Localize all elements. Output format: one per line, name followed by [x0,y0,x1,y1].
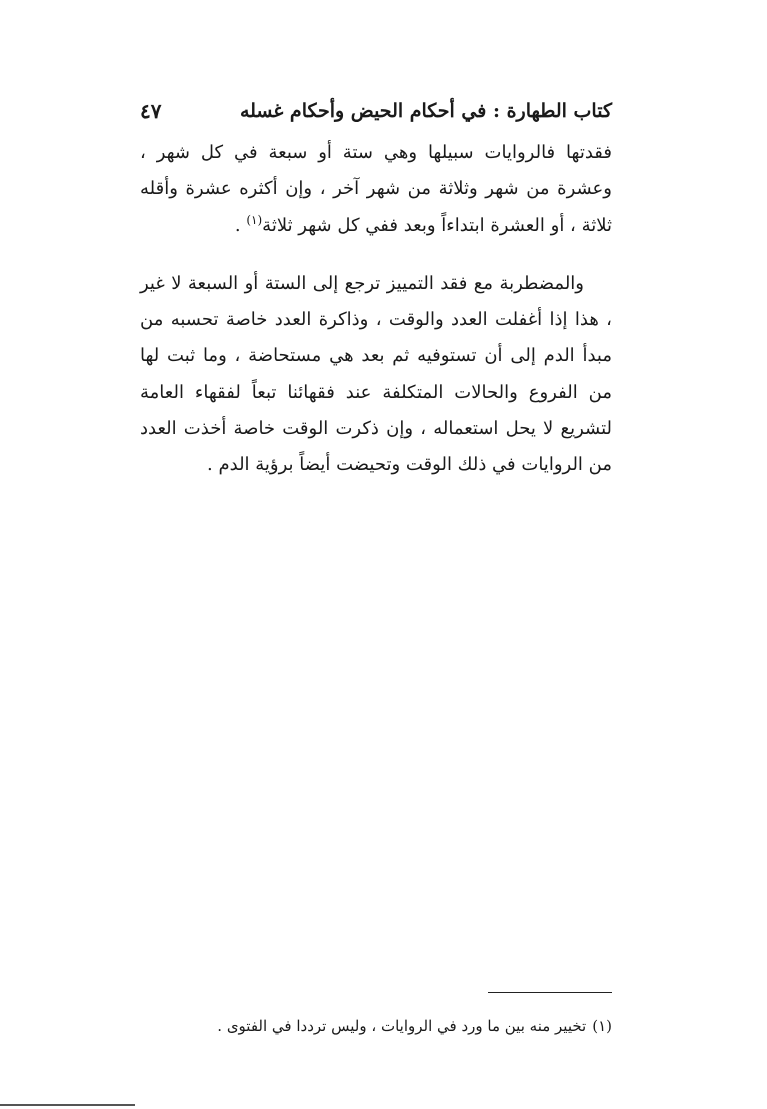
page-number: ٤٧ [140,99,162,123]
footnote [140,1012,612,1040]
paragraph-2: والمضطربة مع فقد التمييز ترجع إلى الستة أو السبعة لا غير ، هذا إذا أغفلت العدد والوقت ، وذاكرة العدد خاصة تحسبه من مبدأ الدم إلى أن تستوفيه ثم بعد هي مستحاضة ، وما ثبت لها من الفروع والحالات المتكلفة عند فقهائنا تبعاً لفقهاء العامة لتشريع لا يحل استعماله ، وإن ذكرت الوقت خاصة أخذت العدد من الروايات في ذلك الوقت وتحيضت أيضاً برؤية الدم . [140,272,612,476]
paragraph-1-end: . [234,214,247,236]
footnote-reference: (١) [246,212,263,227]
footnote-marker: (١) [592,1017,612,1035]
paragraph-1 [140,135,612,244]
paragraph-1-text: فقدتها فالروايات سبيلها وهي ستة أو سبعة في كل شهر ، وعشرة من شهر وثلاثة من شهر آخر ، وإن أكثره عشرة وأقله ثلاثة ، أو العشرة ابتداءاً وبعد ففي كل شهر ثلاثة [140,142,612,236]
footnote-divider [488,992,612,993]
footnote-text: تخيير منه بين ما ورد في الروايات ، وليس ترددا في الفتوى . [217,1017,587,1035]
running-header [140,96,612,128]
main-text [140,135,612,484]
running-title: كتاب الطهارة : في أحكام الحيض وأحكام غسله [239,100,612,122]
scan-edge-line [0,1104,135,1106]
